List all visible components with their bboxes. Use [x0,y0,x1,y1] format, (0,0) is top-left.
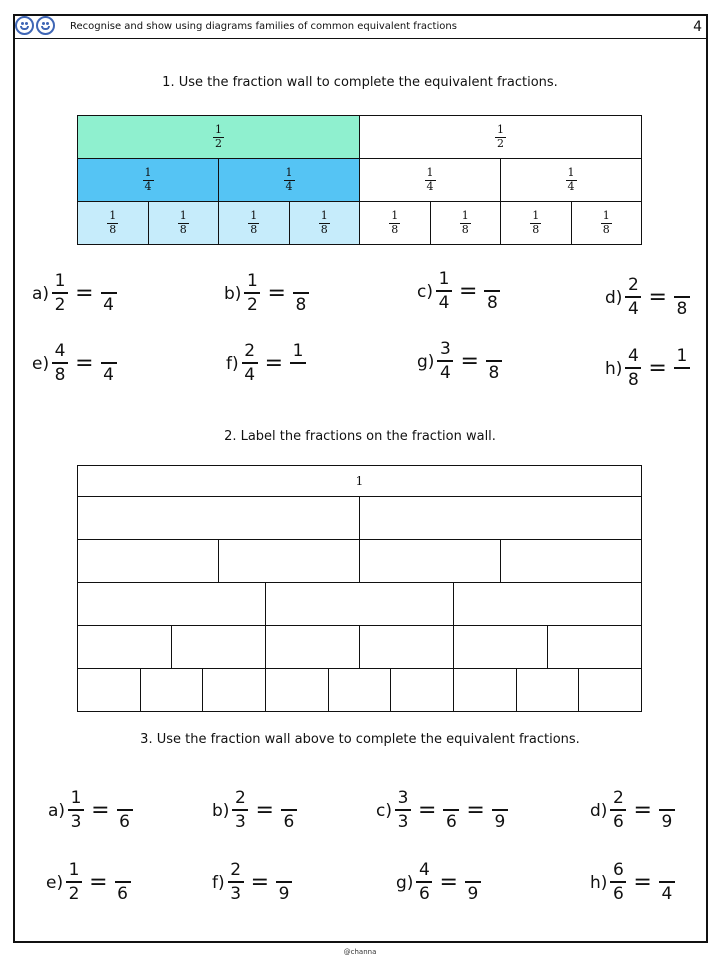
given-fraction [52,273,68,314]
equals-sign: = [648,355,667,381]
equals-sign: = [417,797,437,823]
numerator: 1 [436,271,452,292]
smiley-face-icon [36,16,55,35]
denominator: 4 [628,299,639,319]
denominator: 2 [247,295,258,315]
cell-fraction [143,167,154,192]
denominator: 8 [532,222,540,236]
numerator-blank[interactable] [659,790,675,811]
denominator: 6 [117,884,128,904]
wall-cell [430,201,502,245]
equation [224,273,309,314]
blank-label-cell[interactable] [202,668,266,712]
wall-cell [359,201,431,245]
numerator-blank[interactable] [293,273,309,294]
wall-cell [500,158,642,202]
numerator: 1 [68,790,84,811]
wall-row [78,582,642,625]
numerator-blank[interactable] [492,790,508,811]
numerator: 1 [391,209,399,223]
numerator: 1 [109,209,117,223]
denominator: 9 [661,812,673,832]
denominator: 8 [320,222,328,236]
equation [46,862,131,903]
given-fraction [395,790,411,831]
numerator-blank[interactable] [486,341,502,362]
numerator: 1 [66,862,82,883]
footer-credit: @channa [343,948,377,956]
blank-label-cell[interactable] [265,625,360,669]
equation-label: a) [48,800,66,821]
numerator: 4 [52,343,68,364]
cell-fraction [284,167,295,192]
equation-label: c) [417,281,433,302]
equals-sign: = [633,797,652,823]
wall-cell [218,201,290,245]
given-fraction [68,790,84,831]
numerator: 2 [242,343,258,364]
wall-row [78,158,642,201]
equation-label: f) [212,872,225,893]
denominator: 8 [628,370,639,390]
denominator: 9 [467,884,479,904]
cell-fraction [319,210,330,235]
answer-fraction[interactable] [465,862,481,903]
equation [590,862,675,903]
given-fraction [244,273,260,314]
denominator: 8 [295,295,307,315]
answer-fraction[interactable] [290,343,306,384]
numerator-blank[interactable] [101,273,117,294]
denominator: 2 [54,295,66,315]
given-fraction [52,343,68,384]
given-fraction [242,343,258,384]
given-fraction [232,790,248,831]
denominator: 4 [440,363,451,383]
wall-row [78,625,642,668]
equation-label: h) [590,872,608,893]
smiley-face-icon [15,16,34,35]
header-divider [15,38,708,39]
equals-sign: = [264,350,284,376]
given-fraction [610,790,626,831]
blank-label-cell[interactable] [77,539,219,583]
numerator-blank[interactable] [484,271,500,292]
numerator: 1 [497,123,504,137]
wall-row [78,201,642,244]
cell-fraction [460,210,471,235]
numerator: 1 [567,166,575,180]
answer-fraction[interactable] [293,273,309,314]
fraction-wall-2 [78,465,642,711]
equation-label: g) [417,351,435,372]
answer-fraction[interactable] [484,271,500,312]
numerator: 1 [461,209,469,223]
equals-sign: = [633,869,652,895]
denominator: 9 [278,884,290,904]
q2-heading: 2. Label the fractions on the fraction wall. [224,429,496,444]
equals-sign: = [75,350,94,376]
blank-label-cell[interactable] [77,496,360,540]
wall-cell [500,201,572,245]
equation [396,862,481,903]
denominator: 8 [602,222,610,236]
equation [605,348,690,389]
cell-fraction [566,167,577,192]
cell-fraction [425,167,436,192]
wall-cell [77,115,360,159]
wall-cell [571,201,643,245]
cell-fraction [389,210,400,235]
numerator: 1 [52,273,68,294]
denominator: 8 [54,365,66,385]
whole-label: 1 [355,474,364,488]
denominator: 3 [235,812,246,832]
equation [212,790,297,831]
denominator: 2 [68,884,80,904]
numerator-blank[interactable] [101,343,117,364]
answer-fraction[interactable] [486,341,502,382]
answer-fraction[interactable] [281,790,297,831]
blank-label-cell[interactable] [390,668,454,712]
answer-fraction[interactable] [117,790,133,831]
equals-sign: = [255,797,274,823]
equation-label: b) [212,800,230,821]
blank-label-cell[interactable] [265,668,329,712]
blank-label-cell[interactable] [516,668,580,712]
denominator: 8 [179,222,187,236]
equation [32,343,117,384]
denominator: 6 [613,884,624,904]
blank-label-cell[interactable] [77,582,266,626]
denominator: 4 [244,365,256,385]
blank-label-cell[interactable] [547,625,642,669]
equation-label: b) [224,283,242,304]
equals-sign: = [439,869,458,895]
wall-cell [77,158,219,202]
equals-sign: = [91,797,110,823]
equation [212,862,292,903]
numerator-blank[interactable] [674,277,690,298]
denominator: 3 [70,812,82,832]
blank-label-cell[interactable] [77,668,141,712]
answer-fraction[interactable] [492,790,508,831]
denominator: 4 [144,179,152,193]
numerator: 1 [290,343,306,364]
numerator: 1 [320,209,328,223]
equation [376,790,508,831]
numerator-blank[interactable] [115,862,131,883]
equation [590,790,675,831]
blank-label-cell[interactable] [500,539,642,583]
denominator-blank[interactable] [291,364,305,384]
worksheet-title: Recognise and show using diagrams families of common equivalent fractions [70,21,457,32]
blank-label-cell[interactable] [453,668,517,712]
numerator-blank[interactable] [443,790,459,811]
blank-label-cell[interactable] [328,668,392,712]
equation [48,790,133,831]
denominator: 8 [250,222,258,236]
wall-cell [77,201,149,245]
numerator: 2 [625,277,641,298]
answer-fraction[interactable] [659,790,675,831]
blank-label-cell[interactable] [359,625,454,669]
denominator: 6 [446,812,457,832]
numerator: 6 [610,862,626,883]
equation [605,277,690,318]
wall-cell [218,158,360,202]
blank-label-cell[interactable] [578,668,642,712]
equals-sign: = [460,348,479,374]
given-fraction [436,271,452,312]
equals-sign: = [466,797,485,823]
equation [417,341,502,382]
equals-sign: = [75,280,94,306]
numerator: 1 [144,166,152,180]
numerator: 1 [602,209,610,223]
given-fraction [625,277,641,318]
numerator-blank[interactable] [465,862,481,883]
denominator: 8 [109,222,117,236]
answer-fraction[interactable] [659,862,675,903]
denominator: 6 [119,812,130,832]
numerator-blank[interactable] [117,790,133,811]
equation [226,343,306,384]
q1-heading: 1. Use the fraction wall to complete the equivalent fractions. [162,75,558,90]
answer-fraction[interactable] [101,273,117,314]
given-fraction [228,862,244,903]
denominator: 4 [661,884,673,904]
wall-cell [148,201,220,245]
numerator: 1 [532,209,540,223]
given-fraction [437,341,453,382]
equation-label: a) [32,283,50,304]
given-fraction [416,862,432,903]
numerator-blank[interactable] [281,790,297,811]
denominator: 4 [103,365,114,385]
equals-sign: = [89,869,108,895]
whole-cell [77,465,642,497]
equation-label: g) [396,872,414,893]
blank-label-cell[interactable] [140,668,204,712]
logo [15,16,55,35]
answer-fraction[interactable] [674,348,690,389]
wall-row [78,539,642,582]
cell-fraction [213,124,224,149]
cell-fraction [495,124,506,149]
given-fraction [610,862,626,903]
numerator: 1 [674,348,690,369]
numerator: 2 [228,862,244,883]
given-fraction [66,862,82,903]
denominator: 6 [419,884,430,904]
denominator: 6 [283,812,295,832]
denominator: 2 [497,136,504,150]
denominator: 8 [676,299,688,319]
denominator: 8 [488,363,500,383]
equals-sign: = [250,869,270,895]
equation-label: d) [605,287,623,308]
numerator: 4 [416,862,432,883]
denominator: 8 [461,222,469,236]
wall-cell [359,115,642,159]
denominator: 4 [438,293,450,313]
equation-label: h) [605,358,623,379]
equation [417,271,500,312]
denominator-blank[interactable] [675,369,689,389]
numerator: 2 [232,790,248,811]
blank-label-cell[interactable] [171,625,266,669]
wall-row [78,115,642,158]
equation [32,273,117,314]
answer-fraction[interactable] [276,862,292,903]
denominator: 4 [103,295,114,315]
cell-fraction [107,210,118,235]
wall-row [78,465,642,496]
numerator-blank[interactable] [659,862,675,883]
blank-label-cell[interactable] [218,539,360,583]
cell-fraction [248,210,259,235]
blank-label-cell[interactable] [77,625,172,669]
denominator: 4 [567,179,575,193]
denominator: 4 [426,179,434,193]
answer-fraction[interactable] [443,790,459,831]
wall-row [78,496,642,539]
numerator: 1 [215,123,222,137]
equals-sign: = [648,284,667,310]
blank-label-cell[interactable] [359,496,642,540]
numerator: 1 [426,166,434,180]
wall-row [78,668,642,711]
denominator: 8 [391,222,399,236]
numerator: 3 [395,790,411,811]
page-number: 4 [693,19,702,35]
cell-fraction [530,210,541,235]
wall-cell [359,158,501,202]
equals-sign: = [458,278,478,304]
denominator: 8 [487,293,498,313]
equation-label: d) [590,800,608,821]
numerator: 2 [610,790,626,811]
equation-label: e) [32,353,50,374]
answer-fraction[interactable] [674,277,690,318]
denominator: 3 [397,812,409,832]
equation-label: e) [46,872,64,893]
numerator: 1 [285,166,293,180]
numerator: 1 [244,273,260,294]
blank-label-cell[interactable] [265,582,454,626]
denominator: 9 [494,812,506,832]
blank-label-cell[interactable] [453,582,642,626]
denominator: 4 [285,179,293,193]
cell-fraction [601,210,612,235]
denominator: 2 [215,136,222,150]
numerator: 1 [250,209,258,223]
fraction-wall-1 [78,115,642,244]
answer-fraction[interactable] [101,343,117,384]
equation-label: f) [226,353,239,374]
numerator: 1 [179,209,187,223]
given-fraction [625,348,641,389]
denominator: 3 [230,884,242,904]
blank-label-cell[interactable] [359,539,501,583]
numerator-blank[interactable] [276,862,292,883]
equation-label: c) [376,800,392,821]
blank-label-cell[interactable] [453,625,548,669]
answer-fraction[interactable] [115,862,131,903]
numerator: 4 [625,348,641,369]
numerator: 3 [437,341,453,362]
denominator: 6 [613,812,624,832]
wall-cell [289,201,361,245]
q3-heading: 3. Use the fraction wall above to complete the equivalent fractions. [140,732,580,747]
equals-sign: = [267,280,286,306]
cell-fraction [178,210,189,235]
